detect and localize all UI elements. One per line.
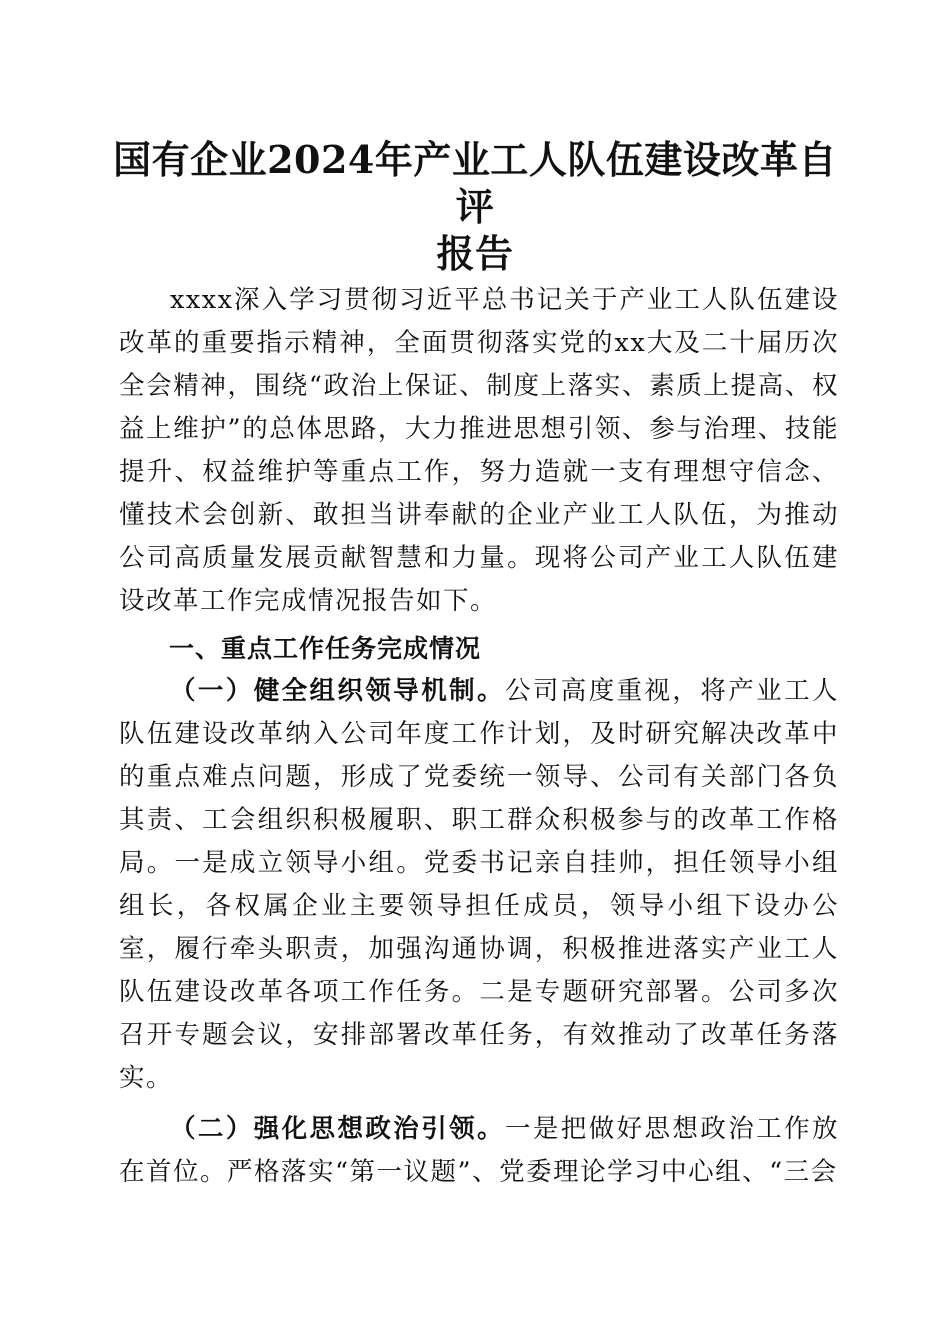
document-title <box>110 136 840 277</box>
item-2-title: （二）强化思想政治引领。 <box>170 1114 505 1144</box>
item-2-paragraph <box>119 1108 839 1194</box>
item-1-title: （一）健全组织领导机制。 <box>170 676 505 706</box>
title-line-1: 国有企业2024年产业工人队伍建设改革自评 <box>113 137 837 229</box>
item-1-paragraph <box>119 670 839 1100</box>
section-heading-1: 一、重点工作任务完成情况 <box>169 634 482 663</box>
item-1-text: 公司高度重视，将产业工人队伍建设改革纳入公司年度工作计划，及时研究解决改革中的重点难点问题，形成了党委统一领导、公司有关部门各负其责、工会组织积极履职、职工群众积极参与的改革工作格局。一是成立领导小组。党委书记亲自挂帅，担任领导小组组长，各权属企业主要领导担任成员，领导小组下设办公室，履行牵头职责，加强沟通协调，积极推进落实产业工人队伍建设改革各项工作任务。二是专题研究部署。公司多次召开专题会议，安排部署改革任务，有效推动了改革任务落实。 <box>119 676 839 1093</box>
title-line-2: 报告 <box>436 231 514 276</box>
item-2-text: 一是把做好思想政治工作放在首位。严格落实“第一议题”、党委理论学习中心组、“三会 <box>119 1114 839 1187</box>
document-body <box>119 279 839 1194</box>
intro-paragraph: xxxx深入学习贯彻习近平总书记关于产业工人队伍建设改革的重要指示精神，全面贯彻落实党的xx大及二十届历次全会精神，围绕“政治上保证、制度上落实、素质上提高、权益上维护”的总体思路，大力推进思想引领、参与治理、技能提升、权益维护等重点工作，努力造就一支有理想守信念、懂技术会创新、敢担当讲奉献的企业产业工人队伍，为推动公司高质量发展贡献智慧和力量。现将公司产业工人队伍建设改革工作完成情况报告如下。 <box>119 285 839 616</box>
